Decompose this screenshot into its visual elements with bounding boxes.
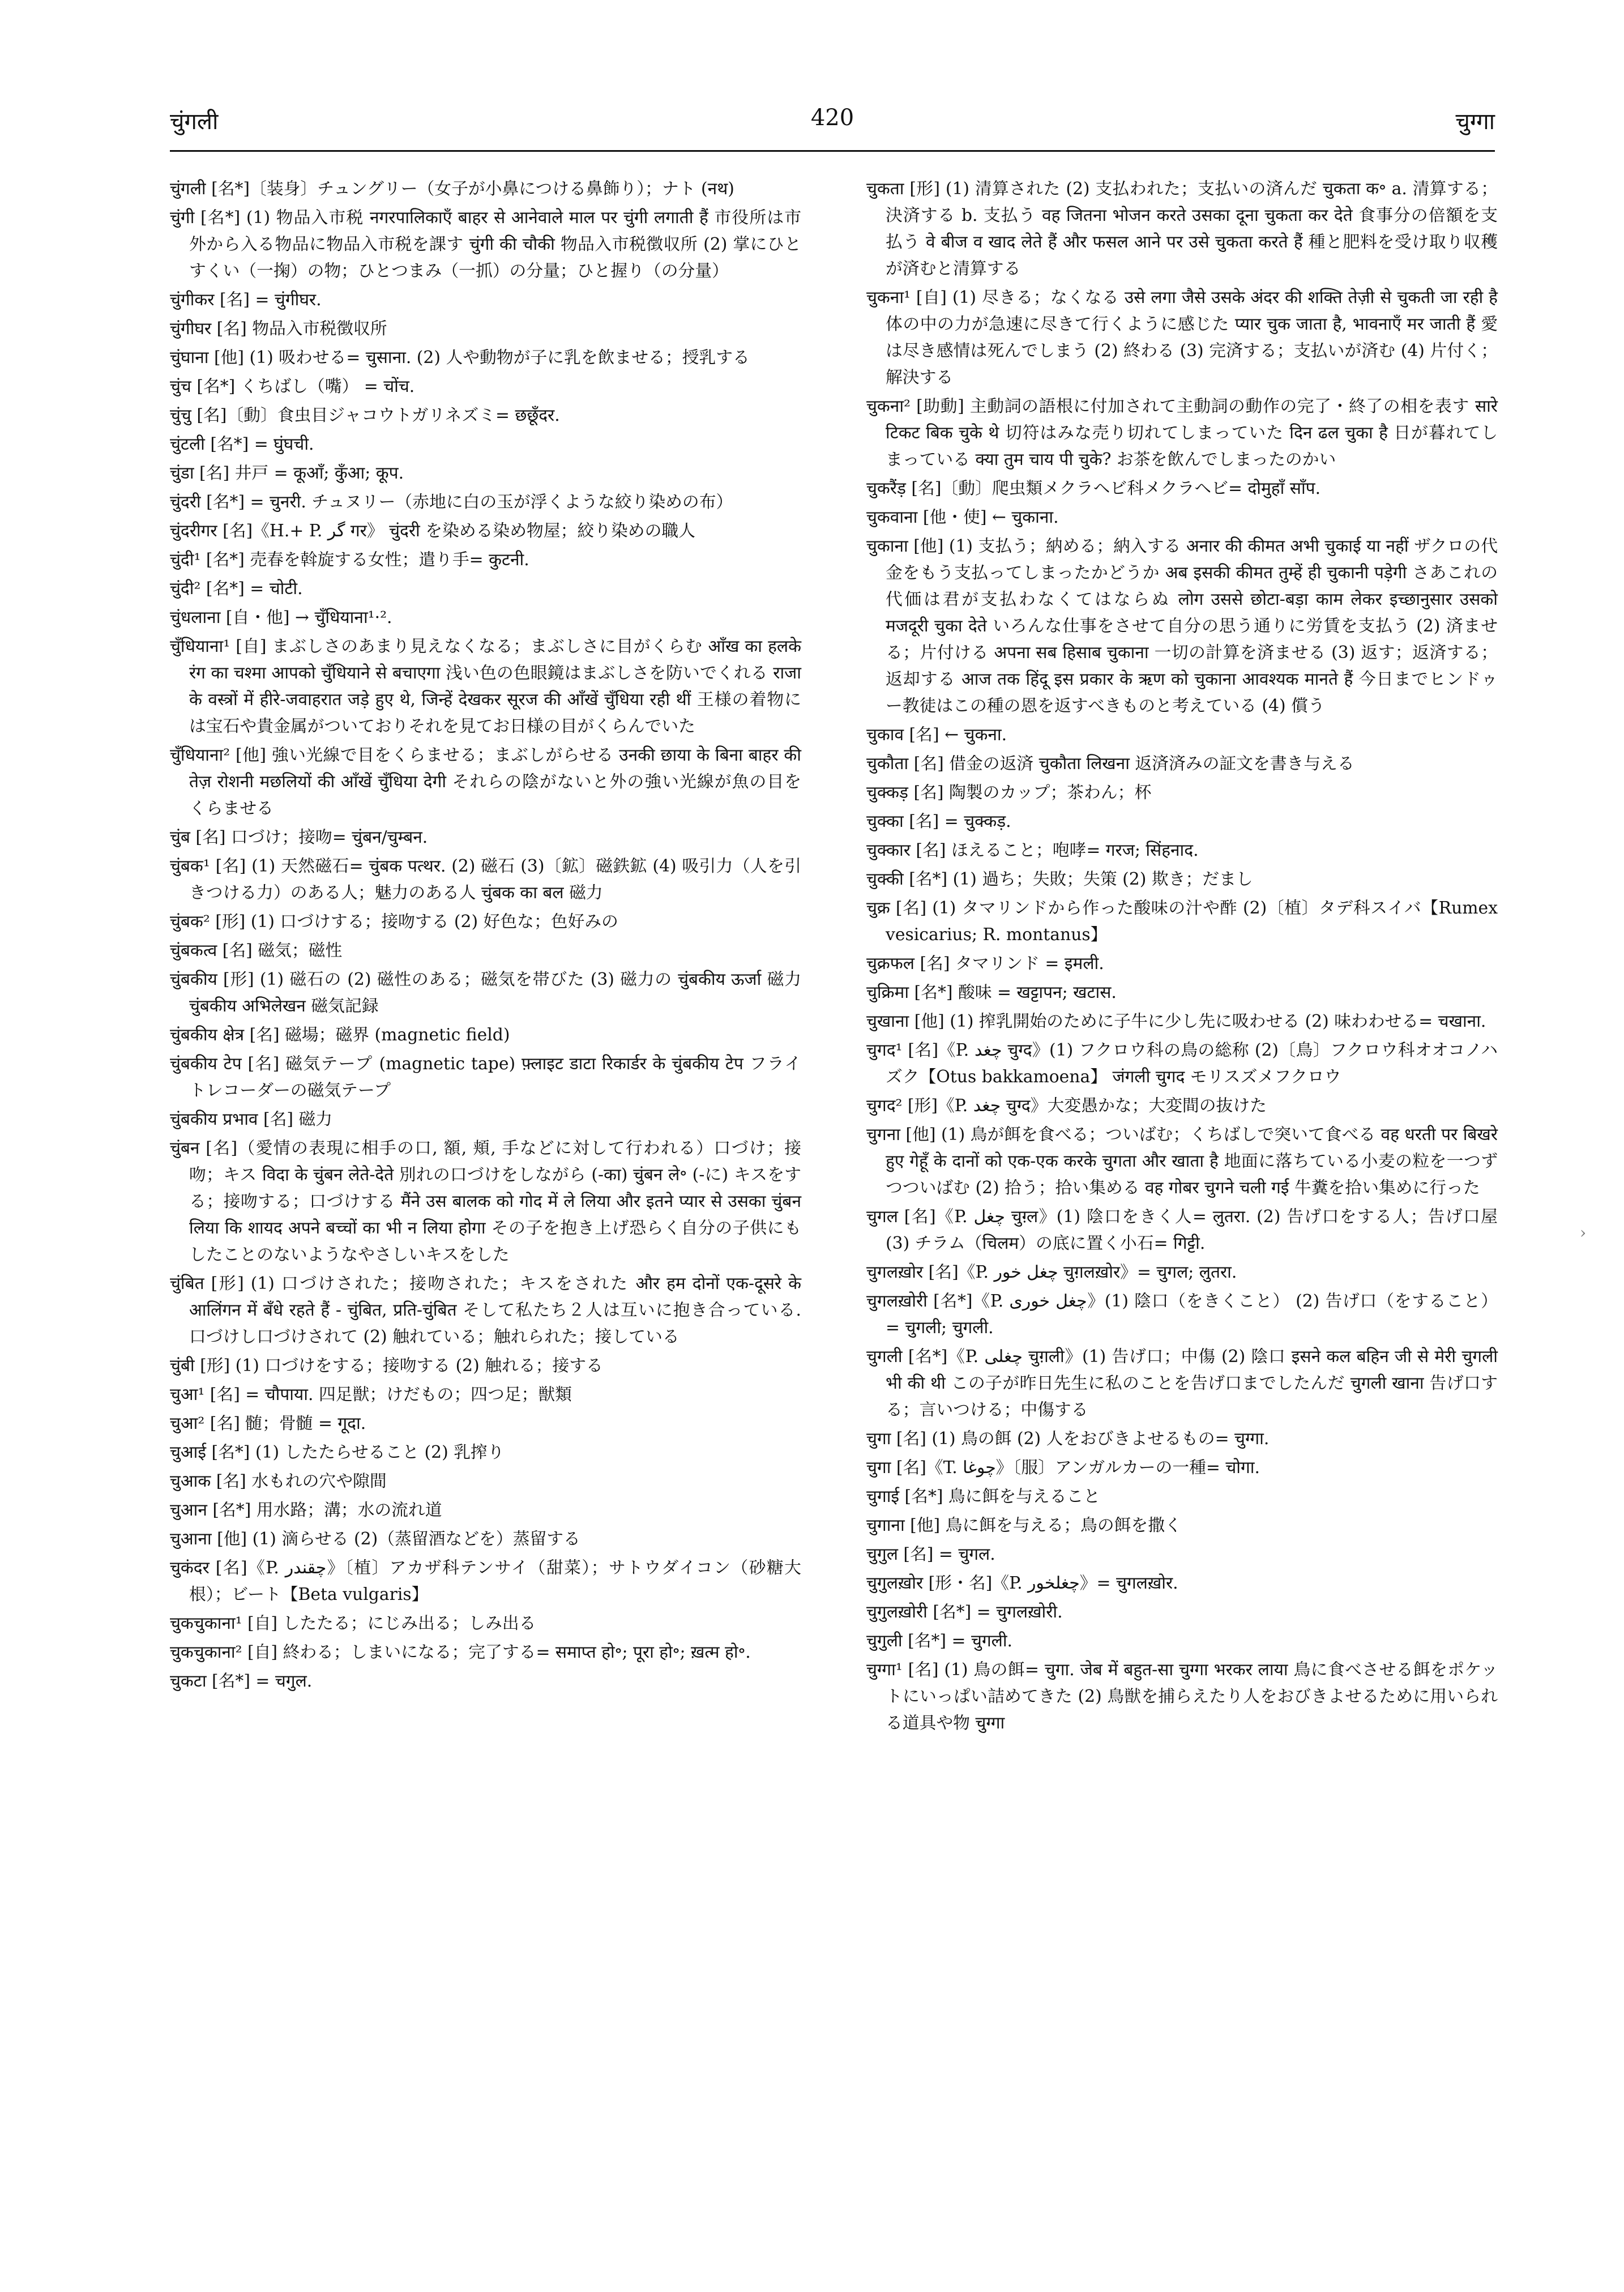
- dictionary-entry: चुंटली [名*] = घुंघची.: [170, 434, 314, 454]
- dictionary-entry: चुगुल [名] = चुगल.: [866, 1544, 995, 1564]
- dictionary-entry: चुकाव [名] ← चुकना.: [866, 725, 1007, 745]
- dictionary-entry: चुगल [名]《P. چغل चुग़्ल》(1) 陰口をきく人= लुतरा. (2) 告げ口をする人；告げ口屋 (3) チラム（चिलम）の底に置く小石= गिट्टी.: [866, 1207, 1498, 1253]
- page-number: 420: [810, 105, 854, 131]
- dictionary-entry: चुंदरी [名*] = चुनरी. チュヌリー（赤地に白の玉が浮くような絞り染めの布）: [170, 492, 733, 512]
- dictionary-entry: चुगा [名] (1) 鳥の餌 (2) 人をおびきよせるもの= चुग्गा.: [866, 1429, 1270, 1449]
- dictionary-entry: चुआन [名*] 用水路；溝；水の流れ道: [170, 1500, 442, 1520]
- dictionary-entry: चुक्कड़ [名] 陶製のカップ；茶わん；杯: [866, 783, 1152, 803]
- dictionary-entry: चुग्गा¹ [名] (1) 鳥の餌= चुगा. जेब में बहुत-सा चुग्गा भरकर लाया 鳥に食べさせる餌をポケットにいっぱい詰めてきた (2) 鳥獣を捕らえたり人をおびきよせるために用いられる道具や物 चुग्गा: [866, 1660, 1498, 1733]
- dictionary-entry: चुकटा [名*] = चगुल.: [170, 1671, 313, 1691]
- header-rule: [170, 150, 1495, 152]
- dictionary-entry: चुंडा [名] 井戸 = कूआँ; कुँआ; कूप.: [170, 463, 404, 483]
- dictionary-entry: चुकना² [助動] 主動詞の語根に付加されて主動詞の動作の完了・終了の相を表す सारे टिकट बिक चुके थे 切符はみな売り切れてしまっていた दिन ढल चुका है 日が暮れてしまっている क्या तुम चाय पी चुके? お茶を飲んでしまったのかい: [866, 396, 1498, 470]
- dictionary-entry: चुंबकीय प्रभाव [名] 磁力: [170, 1109, 333, 1129]
- dictionary-entry: चुगाई [名*] 鳥に餌を与えること: [866, 1487, 1101, 1506]
- dictionary-entry: चुकाना [他] (1) 支払う；納める；納入する अनार की कीमत अभी चुकाई या नहीं ザクロの代金をもう支払ってしまったかどうか अब इसकी कीमत तुम्हें ही चुकानी पड़ेगी さあこれの代価は君が支払わなくてはならぬ लोग उससे छोटा-बड़ा काम लेकर इच्छानुसार उसको मजदूरी चुका देते いろんな仕事をさせて自分の思う通りに労賃を支払う (2) 済ませる；片付ける अपना सब हिसाब चुकाना 一切の計算を済ませる (3) 返す；返済する；返却する आज तक हिंदू इस प्रकार के ऋण को चुकाना आवश्यक मानते हैं 今日までヒンドゥー教徒はこの種の恩を返すべきものと考えている (4) 償う: [866, 536, 1498, 716]
- dictionary-entry: चुक्रिमा [名*] 酸味 = खट्टापन; खटास.: [866, 983, 1117, 1002]
- dictionary-entry: चुंच [名*] くちばし（嘴） = चोंच.: [170, 377, 415, 396]
- dictionary-entry: चुंब [名] 口づけ；接吻= चुंबन/चुम्बन.: [170, 827, 428, 847]
- dictionary-entry: चुक्र [名] (1) タマリンドから作った酸味の汁や酢 (2)〔植〕タデ科スイバ【Rumex vesicarius; R. montanus】: [866, 898, 1498, 945]
- dictionary-entry: चुआ¹ [名] = चौपाया. 四足獣；けだもの；四つ足；獣類: [170, 1385, 572, 1405]
- dictionary-entry: चुंगीकर [名] = चुंगीघर.: [170, 290, 322, 310]
- dictionary-entry: चुंधलाना [自・他] → चुँधियाना¹·².: [170, 608, 392, 628]
- dictionary-entry: चुआक [名] 水もれの穴や隙間: [170, 1471, 387, 1491]
- dictionary-entry: चुकौता [名] 借金の返済 चुकौता लिखना 返済済みの証文を書き与える: [866, 754, 1354, 774]
- dictionary-entry: चुंगी [名*] (1) 物品入市税 नगरपालिकाएँ बाहर से आनेवाले माल पर चुंगी लगाती हैं 市役所は市外から入る物品に物品入市税を課す चुंगी की चौकी 物品入市税徴収所 (2) 掌にひとすくい（一掬）の物；ひとつまみ（一抓）の分量；ひと握り（の分量）: [170, 208, 801, 281]
- dictionary-entry: चुंबी [形] (1) 口づけをする；接吻する (2) 触れる；接する: [170, 1356, 603, 1376]
- dictionary-entry: चुगाना [他] 鳥に餌を与える；鳥の餌を撒く: [866, 1516, 1182, 1535]
- page-header: [170, 105, 1495, 144]
- left-column: [170, 176, 801, 1697]
- dictionary-entry: चुक्का [名] = चुक्कड़.: [866, 812, 1011, 831]
- dictionary-entry: चुखाना [他] (1) 搾乳開始のために子牛に少し先に吸わせる (2) 味わわせる= चखाना.: [866, 1011, 1486, 1031]
- dictionary-entry: चुंगीघर [名] 物品入市税徴収所: [170, 319, 387, 339]
- dictionary-entry: चुँधियाना² [他] 強い光線で目をくらませる；まぶしがらせる उनकी छाया के बिना बाहर की तेज़ रोशनी मछलियों की आँखें चुँधिया देगी それらの陰がないと外の強い光線が魚の目をくらませる: [170, 745, 801, 818]
- dictionary-entry: चुंबकीय [形] (1) 磁石の (2) 磁性のある；磁気を帯びた (3) 磁力の चुंबकीय ऊर्जा 磁力 चुंबकीय अभिलेखन 磁気記録: [170, 970, 801, 1016]
- dictionary-entry: चुगुलख़ोर [形・名]《P. چغلخور》= चुगलख़ोर.: [866, 1573, 1178, 1593]
- dictionary-entry: चुगुलख़ोरी [名*] = चुगलख़ोरी.: [866, 1602, 1063, 1622]
- dictionary-entry: चुगद¹ [名]《P. چغد चुग्द》(1) フクロウ科の鳥の総称 (2)〔鳥〕フクロウ科オオコノハズク【Otus bakkamoena】 जंगली चुगद モリスズメフクロウ: [866, 1040, 1498, 1087]
- dictionary-entry: चुगली [名*]《P. چغلی चुग़ली》(1) 告げ口；中傷 (2) 陰口 इसने कल बहिन जी से मेरी चुगली भी की थी この子が昨日先生に私のことを告げ口までしたんだ चुगली खाना 告げ口する；言いつける；中傷する: [866, 1347, 1498, 1420]
- dictionary-entry: चुंचु [名]〔動〕食虫目ジャコウトガリネズミ= छछूँदर.: [170, 406, 560, 425]
- dictionary-entry: चुक्कार [名] ほえること；咆哮= गरज; सिंहनाद.: [866, 840, 1199, 860]
- dictionary-entry: चुँधियाना¹ [自] まぶしさのあまり見えなくなる；まぶしさに目がくらむ आँख का हलके रंग का चश्मा आपको चुँधियाने से बचाएगा 浅い色の色眼鏡はまぶしさを防いでくれる राजा के वस्त्रों में हीरे-जवाहरात जड़े हुए थे, जिन्हें देखकर सूरज की आँखें चुँधिया रही थीं 王様の着物には宝石や貴金属がついておりそれを見てお日様の目がくらんでいた: [170, 637, 801, 736]
- dictionary-entry: चुंबक² [形] (1) 口づけする；接吻する (2) 好色な；色好みの: [170, 912, 618, 932]
- dictionary-entry: चुगलख़ोर [名]《P. چغل خور चुग़लख़ोर》= चुगल; लुतरा.: [866, 1262, 1237, 1282]
- dictionary-entry: चुकरैंड़ [名]〔動〕爬虫類メクラヘビ科メクラヘビ= दोमुहाँ साँप.: [866, 479, 1321, 498]
- dictionary-entry: चुगद² [形]《P. چغد चुग्द》大変愚かな；大変間の抜けた: [866, 1096, 1267, 1116]
- dictionary-entry: चुंबकीय टेप [名] 磁気テープ (magnetic tape) फ़्लाइट डाटा रिकार्डर के चुंबकीय टेप フライトレコーダーの磁気テープ: [170, 1054, 801, 1100]
- dictionary-entry: चुंबक¹ [名] (1) 天然磁石= चुंबक पत्थर. (2) 磁石 (3)〔鉱〕磁鉄鉱 (4) 吸引力（人を引きつける力）のある人；魅力のある人 चुंबक का बल 磁力: [170, 856, 801, 903]
- dictionary-entry: चुंदी² [名*] = चोटी.: [170, 579, 303, 599]
- dictionary-entry: चुंबकत्व [名] 磁気；磁性: [170, 941, 343, 961]
- dictionary-entry: चुगुली [名*] = चुगली.: [866, 1631, 1013, 1651]
- dictionary-entry: चुकता [形] (1) 清算された (2) 支払われた；支払いの済んだ चुकता क॰ a. 清算する；決済する b. 支払う वह जितना भोजन करते उसका दूना चुकता कर देते 食事分の倍額を支払う वे बीज व खाद लेते हैं और फसल आने पर उसे चुकता करते हैं 種と肥料を受け取り収穫が済むと清算する: [866, 179, 1498, 279]
- right-column: [866, 176, 1498, 1739]
- dictionary-entry: चुकंदर [名]《P. چقندر》〔植〕アカザ科テンサイ（甜菜）；サトウダイコン（砂糖大根）；ビート【Beta vulgaris】: [170, 1558, 801, 1604]
- dictionary-entry: चुंदी¹ [名*] 売春を斡旋する女性；遣り手= कुटनी.: [170, 550, 529, 570]
- header-left-guide-word: चुंगली: [170, 109, 219, 135]
- dictionary-entry: चुआ² [名] 髄；骨髄 = गूदा.: [170, 1414, 366, 1433]
- dictionary-entry: चुआना [他] (1) 滴らせる (2)（蒸留酒などを）蒸留する: [170, 1529, 580, 1549]
- dictionary-entry: चुक्रफल [名] タマリンド = इमली.: [866, 954, 1104, 974]
- dictionary-entry: चुगना [他] (1) 鳥が餌を食べる；ついばむ；くちばしで突いて食べる वह धरती पर बिखरे हुए गेहूँ के दानों को एक-एक करके चुगता और खाता है 地面に落ちている小麦の粒を一つずつついばむ (2) 拾う；拾い集める वह गोबर चुगने चली गई 牛糞を拾い集めに行った: [866, 1125, 1498, 1198]
- dictionary-entry: चुकचुकाना¹ [自] したたる；にじみ出る；しみ出る: [170, 1614, 536, 1633]
- dictionary-entry: चुगलख़ोरी [名*]《P. چغل خوری》(1) 陰口（をきくこと） (2) 告げ口（をすること）= चुगली; चुगली.: [866, 1291, 1498, 1338]
- dictionary-page: [170, 85, 1498, 2237]
- dictionary-entry: चुगा [名]《T. چوغا》〔服〕アンガルカーの一種= चोगा.: [866, 1458, 1260, 1478]
- dictionary-entry: चुकवाना [他・使] ← चुकाना.: [866, 507, 1059, 527]
- dictionary-entry: चुंगली [名*]〔装身〕チュングリー（女子が小鼻につける鼻飾り）；ナト (नथ): [170, 179, 734, 199]
- dictionary-entry: चुंदरीगर [名]《H.+ P. گر गर》 चुंदरी を染める染め物屋；絞り染めの職人: [170, 521, 695, 541]
- dictionary-entry: चुंघाना [他] (1) 吸わせる= चुसाना. (2) 人や動物が子に乳を飲ませる；授乳する: [170, 348, 750, 368]
- header-right-guide-word: चुग्गा: [1455, 109, 1495, 135]
- dictionary-entry: चुंबित [形] (1) 口づけされた；接吻された；キスをされた और हम दोनों एक-दूसरे के आलिंगन में बँधे रहते हैं - चुंबित, प्रति-चुंबित そして私たち２人は互いに抱き合っている. 口づけし口づけされて (2) 触れている；触れられた；接している: [170, 1274, 801, 1347]
- dictionary-entry: चुंबन [名]（愛情の表現に相手の口, 額, 頬, 手などに対して行われる）口づけ；接吻；キス विदा के चुंबन लेते-देते 別れの口づけをしながら (-का) चुंबन ले॰ (-に) キスをする；接吻する；口づけする मैंने उस बालक को गोद में ले लिया और इतने प्यार से उसका चुंबन लिया कि शायद अपने बच्चों का भी न लिया होगा その子を抱き上げ恐らく自分の子供にもしたことのないようなやさしいキスをした: [170, 1138, 801, 1265]
- margin-mark: ›: [1580, 1223, 1587, 1242]
- dictionary-entry: चुकना¹ [自] (1) 尽きる；なくなる उसे लगा जैसे उसके अंदर की शक्ति तेज़ी से चुकती जा रही है 体の中の力が急速に尽きて行くように感じた प्यार चुक जाता है, भावनाएँ मर जाती हैं 愛は尽き感情は死んでしまう (2) 終わる (3) 完済する；支払いが済む (4) 片付く；解決する: [866, 288, 1498, 387]
- dictionary-entry: चुंबकीय क्षेत्र [名] 磁場；磁界 (magnetic field): [170, 1025, 510, 1045]
- dictionary-entry: चुक्की [名*] (1) 過ち；失敗；失策 (2) 欺き；だまし: [866, 869, 1253, 889]
- dictionary-entry: चुकचुकाना² [自] 終わる；しまいになる；完了する= समाप्त हो॰; पूरा हो॰; ख़त्म हो॰.: [170, 1642, 751, 1662]
- dictionary-entry: चुआई [名*] (1) したたらせること (2) 乳搾り: [170, 1442, 505, 1462]
